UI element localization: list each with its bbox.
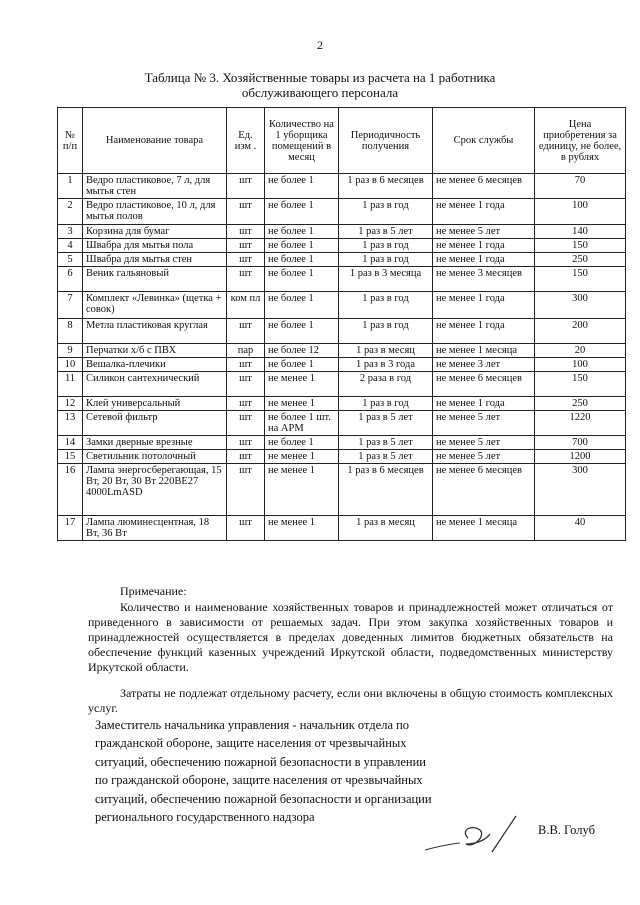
cell-name: Замки дверные врезные: [83, 436, 227, 450]
cell-price: 300: [535, 464, 626, 516]
cell-qty: не более 1: [265, 358, 339, 372]
page-number: 2: [317, 38, 323, 52]
cell-unit: шт: [227, 239, 265, 253]
cell-price: 100: [535, 358, 626, 372]
cell-period: 1 раз в месяц: [339, 344, 433, 358]
cell-unit: шт: [227, 372, 265, 397]
cell-life: не менее 1 месяца: [433, 516, 535, 541]
cell-qty: не более 1: [265, 267, 339, 292]
cell-unit: шт: [227, 174, 265, 199]
cell-num: 7: [58, 292, 83, 319]
cell-qty: не менее 1: [265, 516, 339, 541]
cell-life: не менее 3 лет: [433, 358, 535, 372]
cell-price: 150: [535, 239, 626, 253]
cell-qty: не более 1: [265, 319, 339, 344]
cell-name: Комплект «Левинка» (щетка + совок): [83, 292, 227, 319]
cell-name: Ведро пластиковое, 10 л, для мытья полов: [83, 199, 227, 225]
cell-name: Веник гальяновый: [83, 267, 227, 292]
table-row: [58, 464, 626, 516]
cell-price: 300: [535, 292, 626, 319]
cell-num: 3: [58, 225, 83, 239]
signatory-name: В.В. Голуб: [538, 823, 595, 837]
cell-price: 1200: [535, 450, 626, 464]
cell-period: 1 раз в 5 лет: [339, 411, 433, 436]
note-paragraph-2: Затраты не подлежат отдельному расчету, если они включены в общую стоимость комплексных услуг.: [88, 686, 613, 715]
table-row: [58, 225, 626, 239]
table-row: [58, 397, 626, 411]
table-row: [58, 372, 626, 397]
cell-name: Вешалка-плечики: [83, 358, 227, 372]
cell-price: 140: [535, 225, 626, 239]
cell-period: 1 раз в год: [339, 319, 433, 344]
handwritten-signature: [420, 810, 530, 865]
cell-qty: не более 1: [265, 199, 339, 225]
cell-qty: не менее 1: [265, 397, 339, 411]
cell-price: 20: [535, 344, 626, 358]
cell-period: 1 раз в 3 месяца: [339, 267, 433, 292]
cell-name: Светильник потолочный: [83, 450, 227, 464]
cell-num: 13: [58, 411, 83, 436]
cell-unit: шт: [227, 450, 265, 464]
table-row: [58, 267, 626, 292]
cell-period: 1 раз в 6 месяцев: [339, 174, 433, 199]
cell-life: не менее 1 года: [433, 319, 535, 344]
signatory-position: Заместитель начальника управления - начальник отдела по гражданской обороне, защите населения от чрезвычайных ситуаций, обеспечению пожарной безопасности в управлении по гражданской обороне, защите населения от чрезвычайных ситуаций, обеспечению пожарной безопасности и организации регионального государственного надзора: [95, 718, 432, 825]
cell-num: 10: [58, 358, 83, 372]
cell-num: 8: [58, 319, 83, 344]
cell-qty: не более 1 шт. на АРМ: [265, 411, 339, 436]
cell-period: 1 раз в год: [339, 199, 433, 225]
table-header-row: [58, 108, 626, 174]
cell-unit: шт: [227, 358, 265, 372]
cell-num: 11: [58, 372, 83, 397]
cell-num: 2: [58, 199, 83, 225]
header-qty: Количество на 1 уборщика помещений в месяц: [265, 108, 339, 174]
table-row: [58, 358, 626, 372]
cell-name: Корзина для бумаг: [83, 225, 227, 239]
cell-life: не менее 6 месяцев: [433, 464, 535, 516]
cell-qty: не более 1: [265, 239, 339, 253]
note-heading: Примечание:: [120, 584, 187, 598]
cell-price: 100: [535, 199, 626, 225]
cell-price: 250: [535, 253, 626, 267]
cell-qty: не менее 1: [265, 464, 339, 516]
cell-qty: не более 1: [265, 292, 339, 319]
cell-life: не менее 6 месяцев: [433, 372, 535, 397]
cell-period: 2 раза в год: [339, 372, 433, 397]
cell-unit: пар: [227, 344, 265, 358]
cell-num: 16: [58, 464, 83, 516]
cell-num: 12: [58, 397, 83, 411]
cell-period: 1 раз в 3 года: [339, 358, 433, 372]
table-row: [58, 174, 626, 199]
header-num: № п/п: [58, 108, 83, 174]
cell-qty: не менее 1: [265, 450, 339, 464]
cell-name: Лампа люминесцентная, 18 Вт, 36 Вт: [83, 516, 227, 541]
cell-unit: шт: [227, 253, 265, 267]
cell-period: 1 раз в 5 лет: [339, 450, 433, 464]
cell-price: 150: [535, 372, 626, 397]
cell-unit: шт: [227, 397, 265, 411]
cell-price: 1220: [535, 411, 626, 436]
cell-name: Швабра для мытья пола: [83, 239, 227, 253]
cell-name: Перчатки х/б с ПВХ: [83, 344, 227, 358]
table-row: [58, 292, 626, 319]
cell-life: не менее 6 месяцев: [433, 174, 535, 199]
cell-qty: не менее 1: [265, 372, 339, 397]
cell-unit: шт: [227, 436, 265, 450]
cell-name: Силикон сантехнический: [83, 372, 227, 397]
cell-price: 70: [535, 174, 626, 199]
cell-num: 9: [58, 344, 83, 358]
cell-price: 200: [535, 319, 626, 344]
table-row: [58, 319, 626, 344]
cell-life: не менее 1 года: [433, 397, 535, 411]
cell-num: 14: [58, 436, 83, 450]
cell-name: Ведро пластиковое, 7 л, для мытья стен: [83, 174, 227, 199]
cell-life: не менее 1 года: [433, 239, 535, 253]
cell-qty: не более 1: [265, 174, 339, 199]
header-period: Периодичность получения: [339, 108, 433, 174]
table-row: [58, 411, 626, 436]
cell-life: не менее 5 лет: [433, 411, 535, 436]
table-row: [58, 199, 626, 225]
cell-num: 6: [58, 267, 83, 292]
cell-period: 1 раз в 5 лет: [339, 225, 433, 239]
cell-name: Швабра для мытья стен: [83, 253, 227, 267]
cell-life: не менее 3 месяцев: [433, 267, 535, 292]
cell-period: 1 раз в год: [339, 292, 433, 319]
cell-life: не менее 1 года: [433, 253, 535, 267]
cell-num: 1: [58, 174, 83, 199]
cell-unit: ком пл: [227, 292, 265, 319]
cell-life: не менее 5 лет: [433, 436, 535, 450]
cell-period: 1 раз в 5 лет: [339, 436, 433, 450]
cell-name: Метла пластиковая круглая: [83, 319, 227, 344]
header-life: Срок службы: [433, 108, 535, 174]
cell-name: Лампа энергосберегающая, 15 Вт, 20 Вт, 30 Вт 220ВЕ27 4000LmASD: [83, 464, 227, 516]
cell-num: 5: [58, 253, 83, 267]
table-row: [58, 253, 626, 267]
cell-num: 15: [58, 450, 83, 464]
table-row: [58, 516, 626, 541]
cell-period: 1 раз в год: [339, 253, 433, 267]
cell-period: 1 раз в 6 месяцев: [339, 464, 433, 516]
cell-name: Сетевой фильтр: [83, 411, 227, 436]
cell-num: 4: [58, 239, 83, 253]
cell-life: не менее 1 года: [433, 199, 535, 225]
header-price: Цена приобретения за единицу, не более, в рублях: [535, 108, 626, 174]
note-paragraph-1: Количество и наименование хозяйственных товаров и принадлежностей может отличаться от приведенного в зависимости от решаемых задач. При этом закупка хозяйственных товаров и принадлежностей осуществляется в пределах доведенных лимитов бюджетных обязательств на обеспечение функций казенных учреждений Иркутской области, подведомственных министерству Иркутской области.: [88, 600, 613, 674]
cell-name: Клей универсальный: [83, 397, 227, 411]
cell-qty: не более 1: [265, 253, 339, 267]
cell-num: 17: [58, 516, 83, 541]
cell-life: не менее 5 лет: [433, 450, 535, 464]
cell-period: 1 раз в год: [339, 397, 433, 411]
cell-qty: не более 1: [265, 225, 339, 239]
cell-life: не менее 5 лет: [433, 225, 535, 239]
cell-qty: не более 1: [265, 436, 339, 450]
cell-period: 1 раз в год: [339, 239, 433, 253]
table-row: [58, 436, 626, 450]
cell-unit: шт: [227, 225, 265, 239]
cell-period: 1 раз в месяц: [339, 516, 433, 541]
cell-life: не менее 1 месяца: [433, 344, 535, 358]
header-name: Наименование товара: [83, 108, 227, 174]
cell-unit: шт: [227, 267, 265, 292]
cell-unit: шт: [227, 464, 265, 516]
cell-price: 150: [535, 267, 626, 292]
goods-table: [57, 107, 626, 541]
table-title: Таблица № 3. Хозяйственные товары из расчета на 1 работника обслуживающего персонала: [144, 70, 496, 100]
cell-price: 250: [535, 397, 626, 411]
table-row: [58, 239, 626, 253]
cell-unit: шт: [227, 319, 265, 344]
cell-life: не менее 1 года: [433, 292, 535, 319]
cell-unit: шт: [227, 199, 265, 225]
table-row: [58, 450, 626, 464]
cell-price: 700: [535, 436, 626, 450]
cell-qty: не более 12: [265, 344, 339, 358]
cell-price: 40: [535, 516, 626, 541]
table-row: [58, 344, 626, 358]
cell-unit: шт: [227, 411, 265, 436]
cell-unit: шт: [227, 516, 265, 541]
header-unit: Ед. изм .: [227, 108, 265, 174]
